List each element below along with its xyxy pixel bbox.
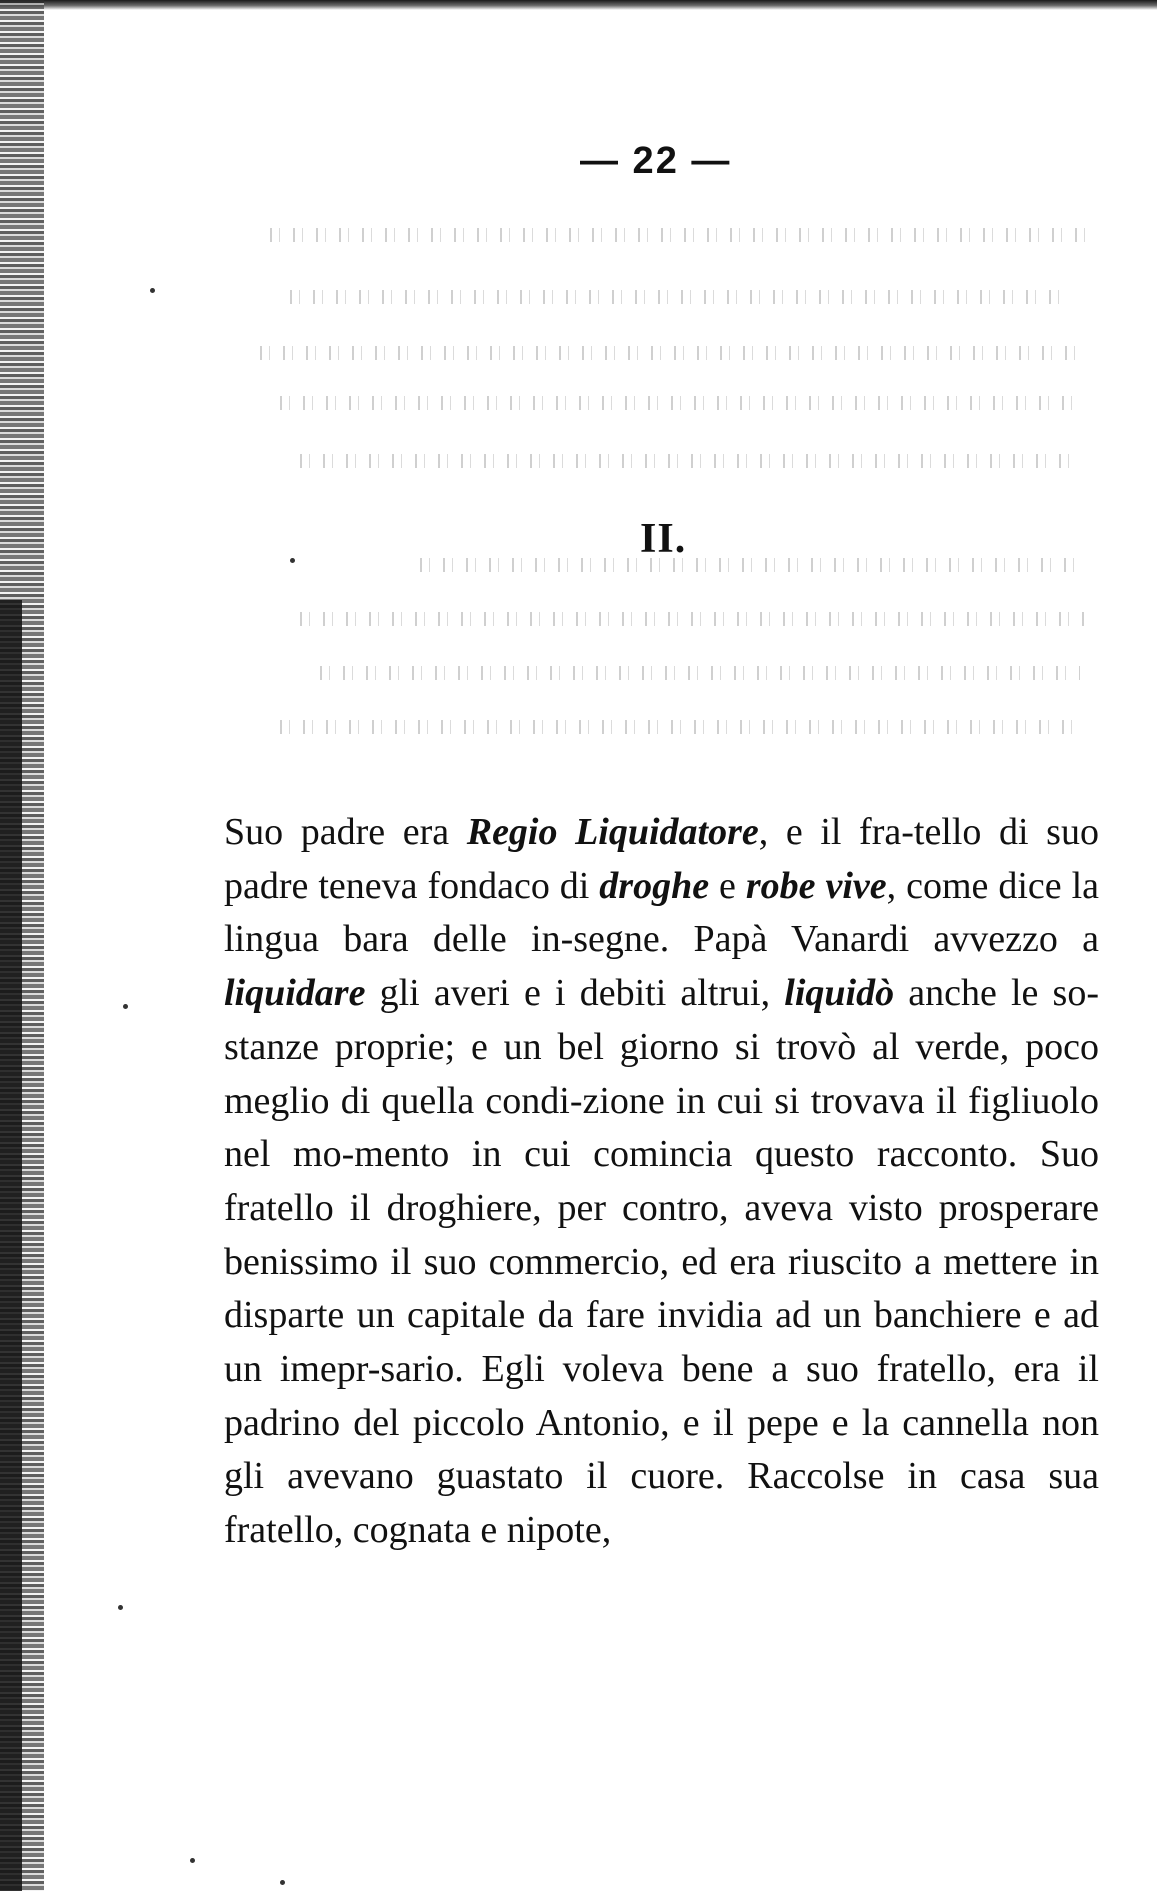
book-binding-shadow	[0, 600, 22, 1891]
bleed-through-noise	[300, 454, 1080, 468]
ink-speck	[280, 1880, 285, 1885]
ink-speck	[290, 558, 295, 563]
text-segment: , e il fra-tello di suo padre teneva fondaco di	[224, 811, 1099, 907]
text-segment: gli averi e i debiti altrui,	[365, 972, 785, 1015]
bleed-through-noise	[270, 228, 1090, 242]
ink-speck	[150, 288, 155, 293]
body-paragraph	[224, 806, 1099, 1558]
chapter-heading: II.	[640, 516, 687, 562]
bleed-through-noise	[280, 396, 1080, 410]
italic-term: droghe	[599, 864, 710, 907]
text-segment: , come dice la lingua bara delle in-segne. Papà Vanardi avvezzo a	[224, 864, 1099, 961]
bleed-through-noise	[420, 558, 1080, 572]
text-segment: Suo padre era	[224, 811, 467, 853]
bleed-through-noise	[280, 720, 1080, 734]
italic-term: robe vive	[745, 864, 887, 907]
text-segment: e	[709, 864, 746, 907]
page-number: — 22 —	[580, 140, 732, 182]
bleed-through-noise	[300, 612, 1090, 626]
ink-speck	[190, 1858, 195, 1863]
bleed-through-noise	[260, 346, 1080, 360]
text-segment: anche le so-stanze proprie; e un bel giorno si trovò al verde, poco meglio di quella condi-zione in cui si trovava il figliuolo nel mo-mento in cui comincia questo racconto. Suo fratello il droghiere, per contro, aveva visto prosperare benissimo il suo commercio, ed era riuscito a mettere in disparte un capitale da fare invidia ad un banchiere e ad un imepr-sario. Egli voleva bene a suo fratello, era il padrino del piccolo Antonio, e il pepe e la cannella non gli avevano guastato il cuore. Raccolse in casa sua fratello, cognata e nipote,	[224, 972, 1100, 1552]
italic-term: liquidare	[224, 972, 366, 1015]
bleed-through-noise	[290, 290, 1070, 304]
italic-term: liquidò	[784, 972, 895, 1015]
ink-speck	[123, 1004, 128, 1009]
italic-term: Regio Liquidatore	[466, 811, 759, 853]
page-top-edge	[0, 0, 1157, 10]
bleed-through-noise	[320, 666, 1080, 680]
ink-speck	[118, 1605, 123, 1610]
